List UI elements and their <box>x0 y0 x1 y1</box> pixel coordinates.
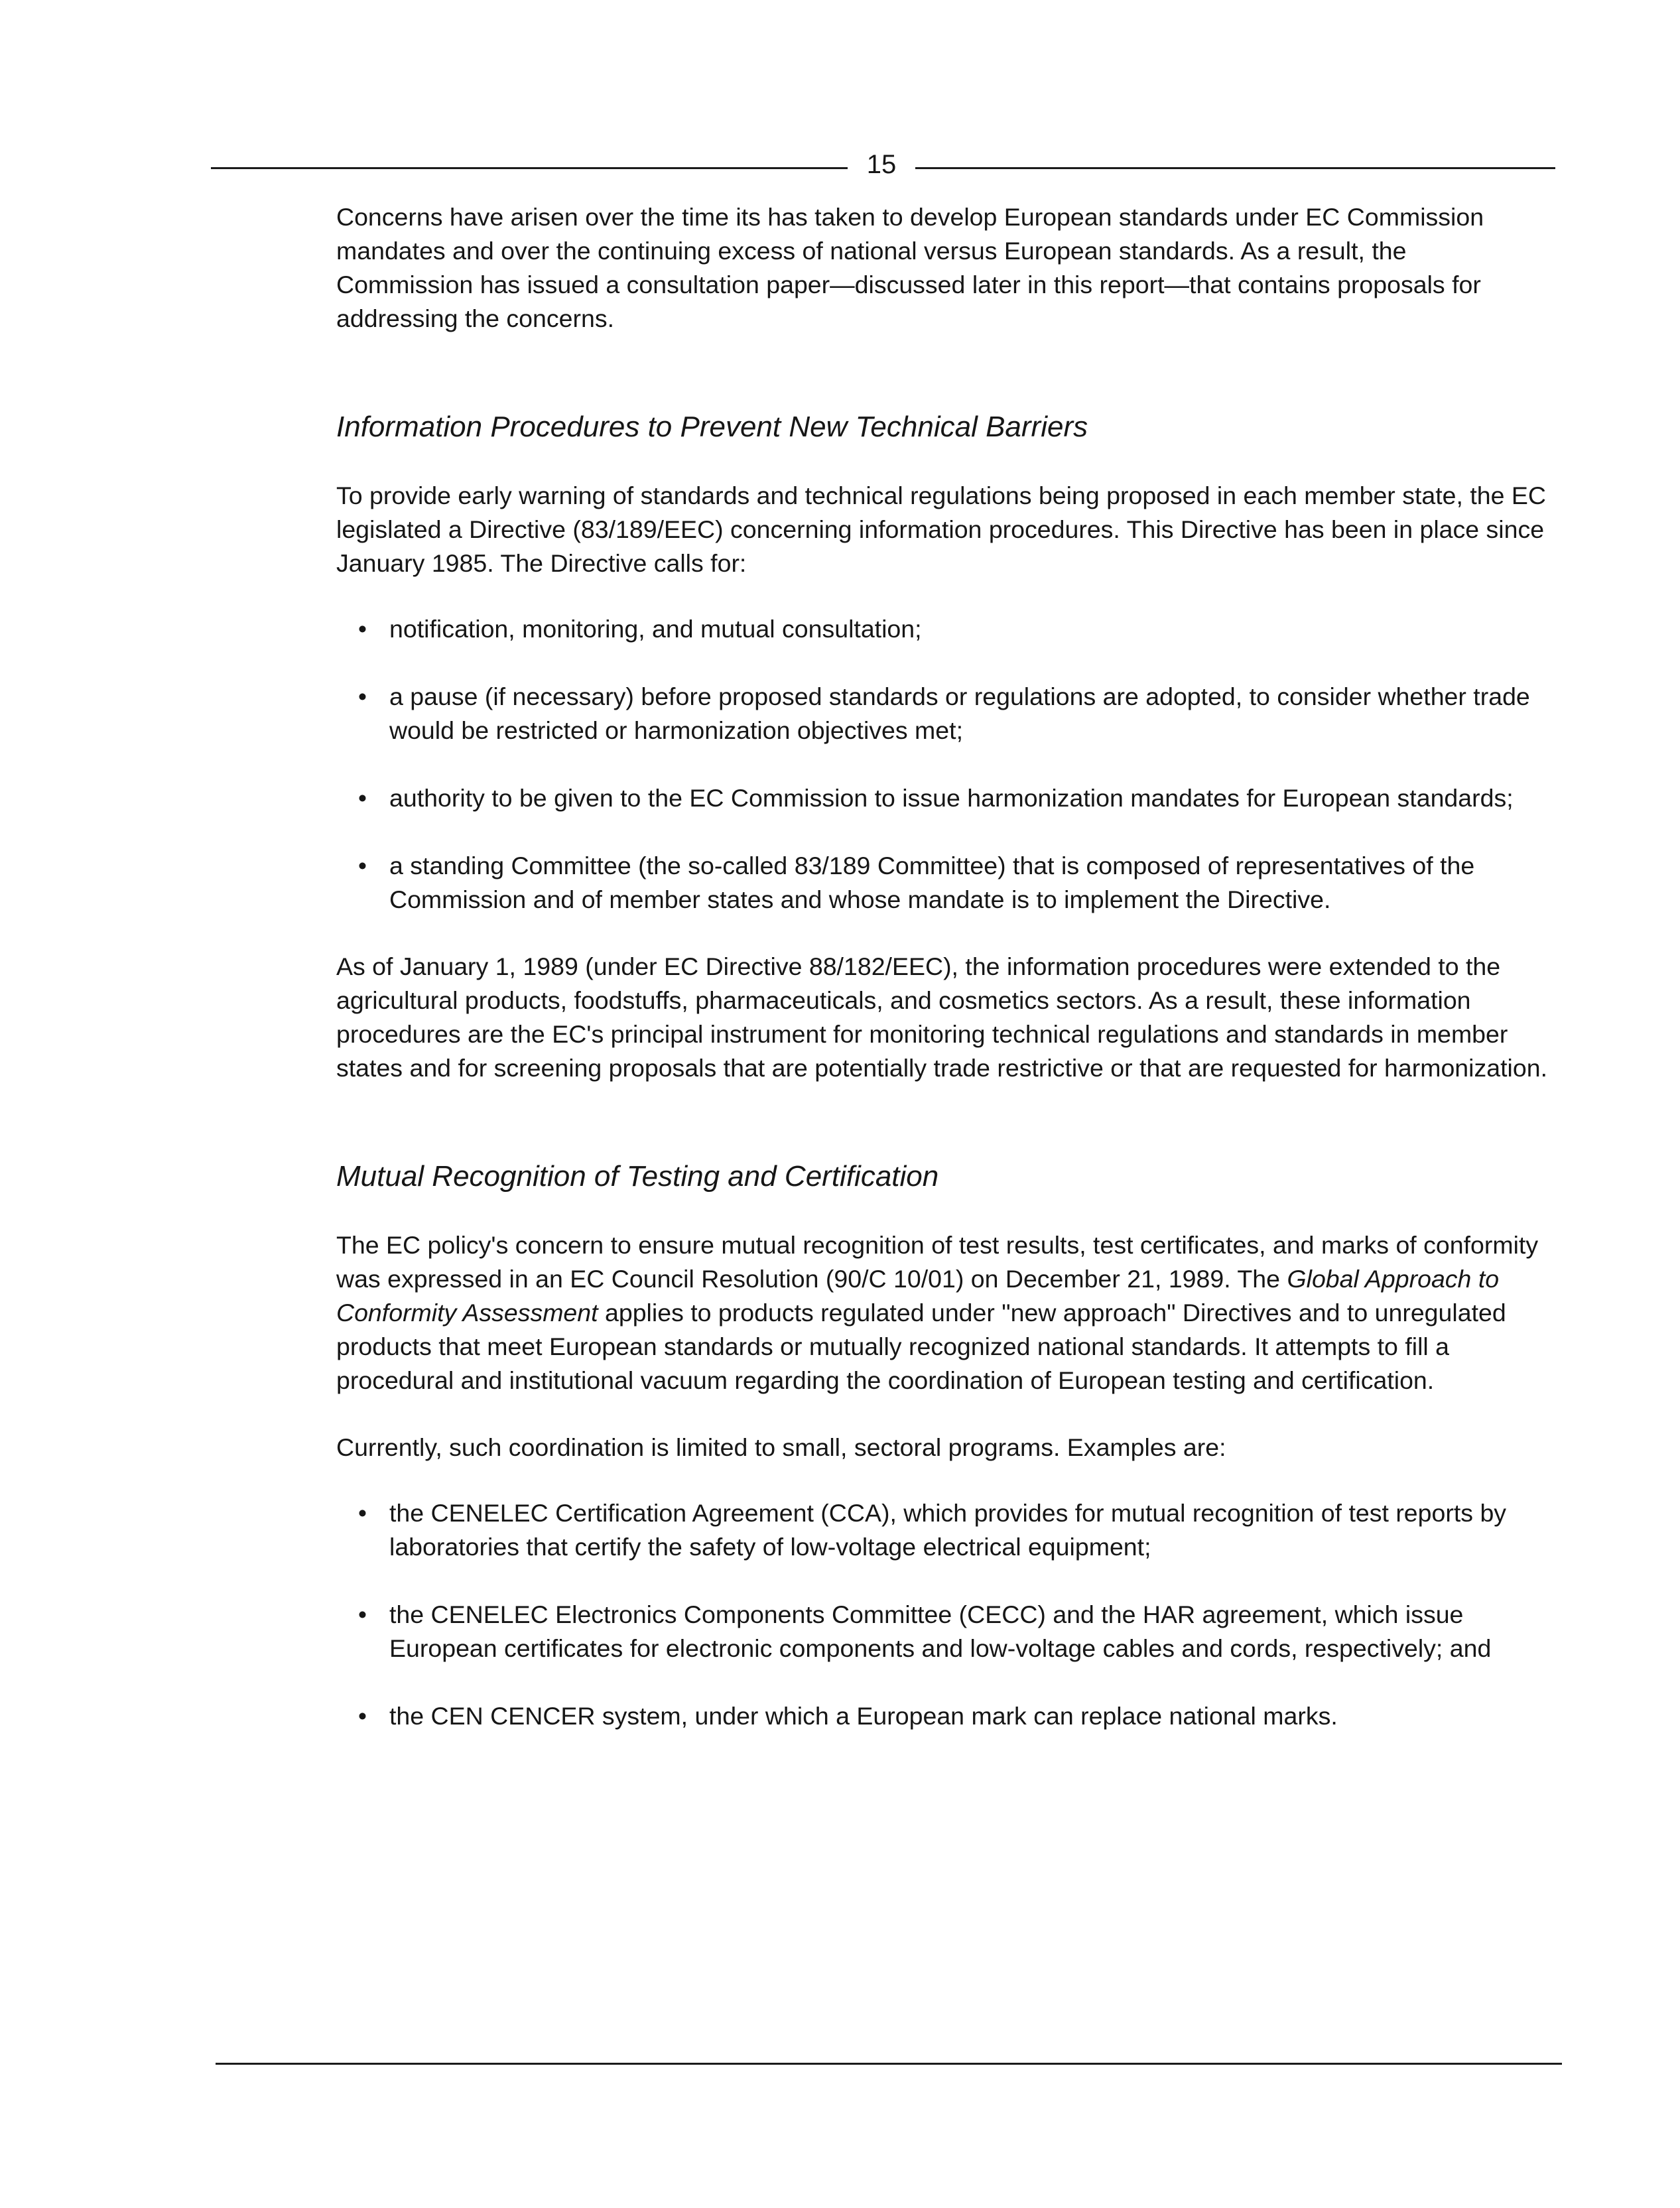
header-rule-left <box>211 167 848 169</box>
bullet-icon: • <box>358 1703 367 1730</box>
mutual-recognition-paragraph <box>336 1228 1550 1397</box>
bullet-icon: • <box>358 785 367 812</box>
paragraph-text-part2: applies to products regulated under "new approach" Directives and to unregulated products that meet European standards or mutually recognized national standards. It attempts to fill a procedural and institutional vacuum regarding the coordination of European testing and certification. <box>336 1299 1506 1394</box>
information-procedures-closing-paragraph: As of January 1, 1989 (under EC Directive 88/182/EEC), the information procedures were extended to the agricultural products, foodstuffs, pharmaceuticals, and cosmetics sectors. As a result, these information procedures are the EC's principal instrument for monitoring technical regulations and standards in member states and for screening proposals that are potentially trade restrictive or that are requested for harmonization. <box>336 952 1547 1082</box>
list-item <box>336 1699 1550 1733</box>
bullet-icon: • <box>358 616 367 643</box>
list-item <box>336 1598 1550 1665</box>
bullet-icon: • <box>358 852 367 879</box>
list-item <box>336 1496 1550 1564</box>
list-item <box>336 612 1550 646</box>
page-body <box>336 200 1550 1733</box>
paragraph-text-part1: The EC policy's concern to ensure mutual recognition of test results, test certificates, and marks of conformity was expressed in an EC Council Resolution (90/C 10/01) on December 21, 1989. The <box>336 1231 1539 1293</box>
list-item-text: a standing Committee (the so-called 83/189 Committee) that is composed of representatives of the Commission and of member states and whose mandate is to implement the Directive. <box>389 852 1475 913</box>
bullet-icon: • <box>358 1500 367 1527</box>
coordination-paragraph: Currently, such coordination is limited to small, sectoral programs. Examples are: <box>336 1433 1226 1461</box>
list-item-text: a pause (if necessary) before proposed standards or regulations are adopted, to consider whether trade would be restricted or harmonization objectives met; <box>389 682 1530 744</box>
directive-calls-list <box>336 612 1550 917</box>
list-item <box>336 680 1550 747</box>
list-item <box>336 781 1550 815</box>
sectoral-programs-list <box>336 1496 1550 1733</box>
list-item-text: the CEN CENCER system, under which a European mark can replace national marks. <box>389 1702 1338 1730</box>
page-number: 15 <box>866 150 897 179</box>
global-approach-title: Global Approach to Conformity Assessment <box>336 1265 1500 1327</box>
section-heading-information-procedures: Information Procedures to Prevent New Technical Barriers <box>336 411 1088 443</box>
header-rule-right <box>915 167 1555 169</box>
section-heading-mutual-recognition: Mutual Recognition of Testing and Certification <box>336 1160 939 1193</box>
footer-rule <box>216 2063 1562 2065</box>
bullet-icon: • <box>358 1601 367 1628</box>
list-item-text: notification, monitoring, and mutual consultation; <box>389 615 922 643</box>
list-item-text: the CENELEC Electronics Components Committee (CECC) and the HAR agreement, which issue European certificates for electronic components and low-voltage cables and cords, respectively; and <box>389 1600 1492 1662</box>
information-procedures-paragraph: To provide early warning of standards and technical regulations being proposed in each member state, the EC legislated a Directive (83/189/EEC) concerning information procedures. This Directive has been in place since January 1985. The Directive calls for: <box>336 482 1546 577</box>
list-item <box>336 849 1550 917</box>
bullet-icon: • <box>358 683 367 710</box>
list-item-text: the CENELEC Certification Agreement (CCA), which provides for mutual recognition of test reports by laboratories that certify the safety of low-voltage electrical equipment; <box>389 1499 1507 1561</box>
intro-paragraph: Concerns have arisen over the time its has taken to develop European standards under EC Commission mandates and over the continuing excess of national versus European standards. As a result, the Commission has issued a consultation paper—discussed later in this report—that contains proposals for addressing the concerns. <box>336 203 1484 332</box>
list-item-text: authority to be given to the EC Commission to issue harmonization mandates for European standards; <box>389 784 1514 812</box>
